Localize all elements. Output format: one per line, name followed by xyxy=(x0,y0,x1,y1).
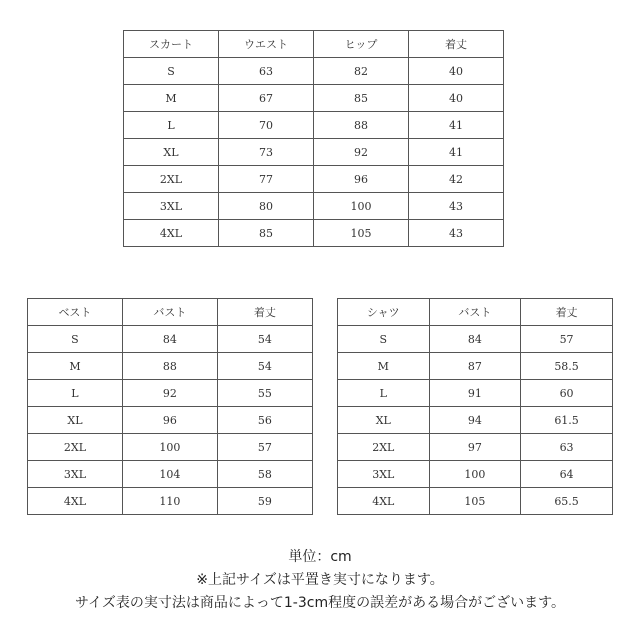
table-row xyxy=(124,85,504,112)
measurement-cell: 104 xyxy=(122,461,217,488)
measurement-cell: 70 xyxy=(219,112,314,139)
table-row xyxy=(124,112,504,139)
measurement-cell: 40 xyxy=(409,85,504,112)
measurement-cell: 42 xyxy=(409,166,504,193)
table-row xyxy=(28,380,313,407)
table-row xyxy=(338,326,613,353)
size-label-cell: 3XL xyxy=(338,461,430,488)
measurement-cell: 92 xyxy=(314,139,409,166)
size-label-cell: S xyxy=(338,326,430,353)
measurement-cell: 56 xyxy=(217,407,312,434)
size-label-cell: M xyxy=(124,85,219,112)
size-label-cell: 2XL xyxy=(338,434,430,461)
size-label-cell: S xyxy=(124,58,219,85)
measurement-cell: 73 xyxy=(219,139,314,166)
header-cell: シャツ xyxy=(338,299,430,326)
size-label-cell: 3XL xyxy=(28,461,123,488)
unit-note: 単位：cm xyxy=(288,549,352,565)
measurement-cell: 55 xyxy=(217,380,312,407)
table-row xyxy=(28,461,313,488)
measurement-cell: 41 xyxy=(409,112,504,139)
measurement-cell: 105 xyxy=(314,220,409,247)
measurement-cell: 94 xyxy=(429,407,521,434)
size-label-cell: XL xyxy=(124,139,219,166)
skirt-header-row xyxy=(124,31,504,58)
measurement-cell: 58.5 xyxy=(521,353,613,380)
table-row xyxy=(28,353,313,380)
size-label-cell: L xyxy=(338,380,430,407)
header-cell: 着丈 xyxy=(217,299,312,326)
size-label-cell: M xyxy=(338,353,430,380)
measurement-cell: 41 xyxy=(409,139,504,166)
measurement-cell: 65.5 xyxy=(521,488,613,515)
measurement-cell: 58 xyxy=(217,461,312,488)
size-label-cell: M xyxy=(28,353,123,380)
size-label-cell: XL xyxy=(28,407,123,434)
table-row xyxy=(28,434,313,461)
measurement-cell: 84 xyxy=(429,326,521,353)
measurement-cell: 57 xyxy=(217,434,312,461)
measurement-cell: 43 xyxy=(409,220,504,247)
measurement-cell: 63 xyxy=(521,434,613,461)
measurement-cell: 43 xyxy=(409,193,504,220)
measurement-cell: 91 xyxy=(429,380,521,407)
table-row xyxy=(338,461,613,488)
table-row xyxy=(28,488,313,515)
table-row xyxy=(338,380,613,407)
skirt-table-body xyxy=(124,31,504,247)
measurement-cell: 60 xyxy=(521,380,613,407)
measurement-cell: 100 xyxy=(122,434,217,461)
vest-header-row xyxy=(28,299,313,326)
shirt-table-body xyxy=(338,299,613,515)
size-label-cell: L xyxy=(124,112,219,139)
header-cell: ベスト xyxy=(28,299,123,326)
measurement-cell: 54 xyxy=(217,353,312,380)
skirt-size-table xyxy=(123,30,504,247)
measurement-cell: 84 xyxy=(122,326,217,353)
table-row xyxy=(124,166,504,193)
size-label-cell: 2XL xyxy=(124,166,219,193)
size-label-cell: XL xyxy=(338,407,430,434)
size-label-cell: 4XL xyxy=(124,220,219,247)
measurement-cell: 57 xyxy=(521,326,613,353)
measurement-cell: 82 xyxy=(314,58,409,85)
table-row xyxy=(28,407,313,434)
measurement-cell: 92 xyxy=(122,380,217,407)
measurement-cell: 80 xyxy=(219,193,314,220)
table-row xyxy=(28,326,313,353)
measurement-cell: 100 xyxy=(314,193,409,220)
table-row xyxy=(338,434,613,461)
measurement-cell: 77 xyxy=(219,166,314,193)
header-cell: スカート xyxy=(124,31,219,58)
size-label-cell: 3XL xyxy=(124,193,219,220)
measurement-cell: 85 xyxy=(219,220,314,247)
size-label-cell: S xyxy=(28,326,123,353)
measurement-cell: 67 xyxy=(219,85,314,112)
header-cell: バスト xyxy=(122,299,217,326)
table-row xyxy=(124,220,504,247)
table-row xyxy=(338,407,613,434)
table-row xyxy=(124,193,504,220)
vest-table-body xyxy=(28,299,313,515)
size-label-cell: 4XL xyxy=(338,488,430,515)
measurement-cell: 63 xyxy=(219,58,314,85)
table-row xyxy=(338,488,613,515)
measurement-cell: 61.5 xyxy=(521,407,613,434)
measurement-cell: 88 xyxy=(314,112,409,139)
header-cell: ウエスト xyxy=(219,31,314,58)
measurement-cell: 59 xyxy=(217,488,312,515)
measurement-cell: 40 xyxy=(409,58,504,85)
measurement-cell: 96 xyxy=(314,166,409,193)
header-cell: バスト xyxy=(429,299,521,326)
measurement-cell: 100 xyxy=(429,461,521,488)
table-row xyxy=(338,353,613,380)
flat-measure-note: ※上記サイズは平置き実寸になります。 xyxy=(196,572,444,588)
measurement-cell: 85 xyxy=(314,85,409,112)
measurement-cell: 54 xyxy=(217,326,312,353)
table-row xyxy=(124,58,504,85)
measurement-cell: 64 xyxy=(521,461,613,488)
measurement-cell: 110 xyxy=(122,488,217,515)
header-cell: 着丈 xyxy=(521,299,613,326)
shirt-size-table xyxy=(337,298,613,515)
measurement-cell: 97 xyxy=(429,434,521,461)
measurement-error-note: サイズ表の実寸法は商品によって1-3cm程度の誤差がある場合がございます。 xyxy=(75,595,565,611)
size-label-cell: L xyxy=(28,380,123,407)
header-cell: ヒップ xyxy=(314,31,409,58)
size-label-cell: 4XL xyxy=(28,488,123,515)
measurement-cell: 88 xyxy=(122,353,217,380)
size-notes xyxy=(0,546,640,615)
shirt-header-row xyxy=(338,299,613,326)
measurement-cell: 87 xyxy=(429,353,521,380)
vest-size-table xyxy=(27,298,313,515)
size-label-cell: 2XL xyxy=(28,434,123,461)
header-cell: 着丈 xyxy=(409,31,504,58)
table-row xyxy=(124,139,504,166)
measurement-cell: 96 xyxy=(122,407,217,434)
measurement-cell: 105 xyxy=(429,488,521,515)
